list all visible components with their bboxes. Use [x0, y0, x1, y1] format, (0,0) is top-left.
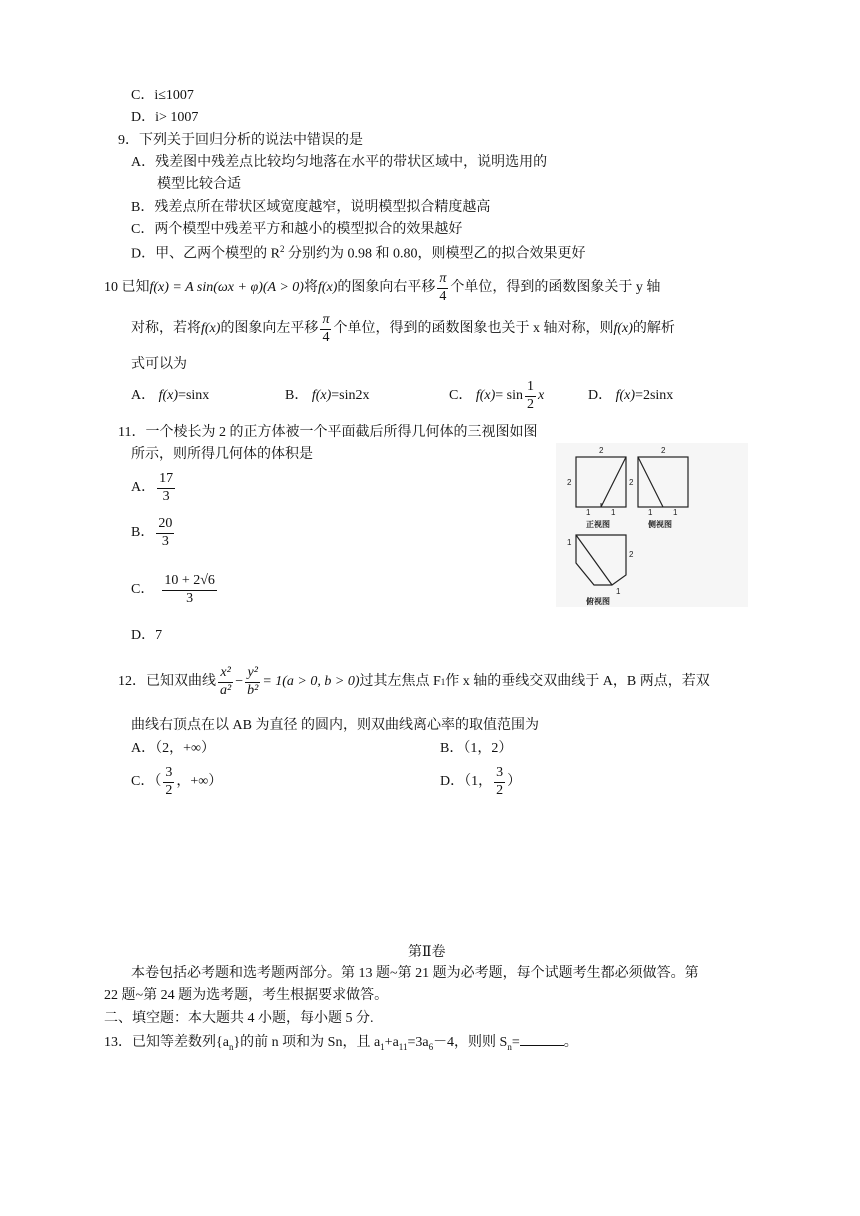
q11-option-b: B． $\frac{20}{3}$ [131, 516, 173, 549]
q13-answer-blank[interactable] [520, 1033, 564, 1046]
q12-option-d: D．（1， $\frac{3}{2}$ ） [440, 765, 522, 798]
part2-intro-line2: 22 题~第 24 题为选考题，考生根据要求做答。 [104, 988, 389, 1003]
q13-stem: 13．已知等差数列$\{a_n\}$的前 n 项和为 Sn，且 $a_1+a_{11}=3a_6-4$，则则 $S_n=$ 。 [104, 1035, 578, 1052]
svg-text:2: 2 [629, 550, 634, 559]
q11-option-a: A． $\frac{17}{3}$ [131, 471, 174, 504]
q10-option-b: B． f(x)=sin2x [285, 388, 370, 403]
q12-stem-line2: 曲线右顶点在以 AB 为直径 的圆内，则双曲线离心率的取值范围为 [131, 718, 539, 733]
front-view [567, 446, 634, 529]
svg-text:1: 1 [673, 508, 678, 517]
part2-title: 第Ⅱ卷 [408, 945, 446, 960]
svg-text:1: 1 [586, 508, 591, 517]
q9-stem: 9．下列关于回归分析的说法中错误的是 [118, 133, 363, 148]
q10-stem-line3: 式可以为 [131, 357, 187, 372]
q10-formula: f(x) = A sin(ωx + φ)(A > 0) [149, 279, 304, 295]
svg-text:2: 2 [629, 478, 634, 487]
q11-option-d: D．7 [131, 628, 163, 643]
top-view-label: 俯视图 [586, 597, 610, 606]
q11-option-c: C． $\frac{10 + 2√6}{3}$ [131, 573, 215, 606]
three-view-figure [556, 443, 748, 607]
q10-fraction-pi-4-2: $\frac{\pi}{4}$ [322, 312, 330, 345]
svg-text:1: 1 [611, 508, 616, 517]
side-view-label: 侧视图 [648, 520, 672, 529]
svg-text:1: 1 [648, 508, 653, 517]
side-view [638, 446, 688, 529]
svg-text:1: 1 [616, 587, 621, 596]
q9-option-d: D．甲、乙两个模型的 $R^2$ 分别约为 0.98 和 0.80，则模型乙的拟合效果更好 [131, 244, 586, 262]
q10-stem-line2: 对称，若将 f(x) 的图象向左平移 $\frac{\pi}{4}$ 个单位，得到的函数图象也关于 x 轴对称，则 f(x) 的解析 [131, 312, 675, 345]
q10-option-a: A． f(x)=sinx [131, 388, 210, 403]
q9-option-a: A．残差图中残差点比较均匀地落在水平的带状区域中，说明选用的 [131, 155, 548, 170]
part2-intro-line1: 本卷包括必考题和选考题两部分。第 13 题~第 21 题为必考题，每个试题考生都必须做答。第 [131, 966, 699, 981]
svg-text:2: 2 [567, 478, 572, 487]
top-view [567, 535, 634, 606]
q8-option-c: C．i≤1007 [131, 88, 194, 103]
svg-text:2: 2 [661, 446, 666, 455]
fill-in-section-heading: 二、填空题：本大题共 4 小题，每小题 5 分. [104, 1011, 374, 1026]
front-view-label: 正视图 [586, 520, 610, 529]
svg-text:1: 1 [567, 538, 572, 547]
q9-option-b: B．残差点所在带状区域宽度越窄，说明模型拟合精度越高 [131, 200, 491, 215]
q10-fraction-pi-4: $\frac{\pi}{4}$ [439, 271, 447, 304]
q12-stem-line1: 12．已知双曲线 $\frac{\text{x²}}{\text{a²}}$ − $\frac{\text{y²}}{\text{b²}}$ = 1(a > 0, b > 0) 过其左焦点 F 1 作 x 轴的垂线交双曲线于 A，B 两点，若双 [118, 665, 710, 698]
q8-option-d: D．i> 1007 [131, 110, 199, 125]
q10-option-d: D． f(x)=2sinx [588, 388, 674, 403]
svg-text:2: 2 [599, 446, 604, 455]
q9-option-a-cont: 模型比较合适 [157, 177, 241, 192]
q9-option-c: C．两个模型中残差平方和越小的模型拟合的效果越好 [131, 222, 463, 237]
q12-option-c: C．（ $\frac{3}{2}$ ，+∞） [131, 765, 223, 798]
q10-stem-line1: 10 已知 f(x) = A sin(ωx + φ)(A > 0) 将 f(x) 的图象向右平移 $\frac{\pi}{4}$ 个单位，得到的函数图象关于 y 轴 [104, 271, 661, 304]
q10-option-c: C． f(x) = sin $\frac{1}{2}$ x [449, 379, 545, 412]
q12-option-a: A．（2，+∞） [131, 741, 215, 756]
q12-option-b: B．（1，2） [440, 741, 513, 756]
q11-stem-line2: 所示，则所得几何体的体积是 [131, 447, 313, 462]
q11-stem-line1: 11．一个棱长为 2 的正方体被一个平面截后所得几何体的三视图如图 [118, 425, 538, 440]
